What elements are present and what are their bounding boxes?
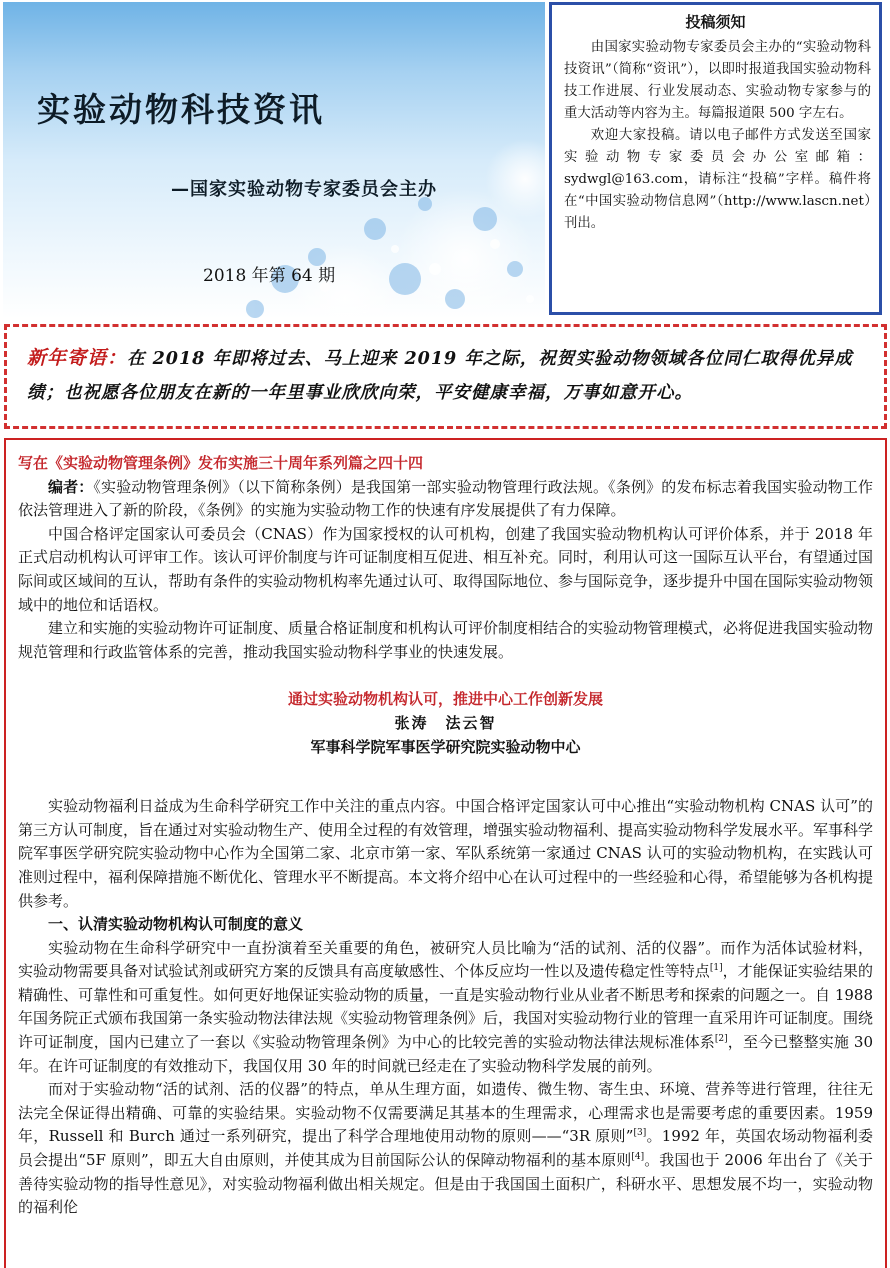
notice-paragraph-1: 由国家实验动物专家委员会主办的“实验动物科技资讯”（简称“资讯”），以即时报道我国实验动物科技工作进展、行业发展动态、实验动物专家参与的重大活动等内容为主。每篇报道限 500 字左右。	[564, 40, 871, 121]
article-affiliation: 军事科学院军事医学研究院实验动物中心	[310, 737, 581, 756]
issue-number: 2018 年第 64 期	[203, 266, 336, 286]
editor-label: 编者：	[48, 477, 94, 496]
section1-paragraph-2: 而对于实验动物“活的试剂、活的仪器”的特点，单从生理方面，如遗传、微生物、寄生虫、环境、营养等进行管理，往往无法完全保证得出精确、可靠的实验结果。实验动物不仅需要满足其基本的生理需求，心理需求也是需要考虑的重要因素。1959 年，Russell 和 Burch 通过一系列研究，提出了科学合理地使用动物的原则——“3R 原则”[3]。1992 年，英国农场动物福利委员会提出“5F 原则”，即五大自由原则，并使其成为目前国际公认的保障动物福利的基本原则[4]。我国也于 2006 年出台了《关于善待实验动物的指导性意见》，对实验动物福利做出相关规定。但是由于我国国土面积广，科研水平、思想发展不均一，实验动物的福利伦	[18, 1080, 873, 1217]
reference-2[interactable]: [2]	[714, 1034, 728, 1045]
masthead	[3, 2, 545, 319]
magazine-title: 实验动物科技资讯	[37, 90, 325, 129]
section-heading-1: 一、认清实验动物机构认可制度的意义	[48, 915, 304, 934]
article-intro: 实验动物福利日益成为生命科学研究工作中关注的重点内容。中国合格评定国家认可中心推出“实验动物机构 CNAS 认可”的第三方认可制度，旨在通过对实验动物生产、使用全过程的有效管理，增强实验动物福利、提高实验动物科学发展水平。军事科学院军事医学研究院实验动物中心作为全国第二家、北京市第一家、军队系统第一家通过 CNAS 认可的实验动物机构，在实践认可准则过程中，福利保障措施不断优化、管理水平不断提高。本文将介绍中心在认可过程中的一些经验和心得，希望能够为各机构提供参考。	[18, 797, 874, 910]
editor-note-text: 《实验动物管理条例》（以下简称条例）是我国第一部实验动物管理行政法规。《条例》的发布标志着我国实验动物工作依法管理进入了新的阶段，《条例》的实施为实验动物工作的快速有序发展提供了有力保障。	[18, 477, 873, 520]
series-paragraph-2: 中国合格评定国家认可委员会（CNAS）作为国家授权的认可机构，创建了我国实验动物机构认可评价体系，并于 2018 年正式启动机构认可评审工作。该认可评价制度与许可证制度相互促进、相互补充。同时，利用认可这一国际互认平台，有望通过国际间或区域间的互认，帮助有条件的实验动物机构率先通过认可、取得国际地位、参与国际竞争，逐步提升中国在国际实验动物领域中的地位和话语权。	[18, 524, 874, 614]
article-body	[18, 452, 873, 1220]
editor-note	[18, 476, 873, 523]
reference-3[interactable]: [3]	[633, 1128, 647, 1139]
series-title: 写在《实验动物管理条例》发布实施三十周年系列篇之四十四	[18, 454, 424, 472]
reference-4[interactable]: [4]	[631, 1152, 645, 1163]
greeting-message: 在 2018 年即将过去、马上迎来 2019 年之际，祝贺实验动物领域各位同仁取得优异成绩；也祝愿各位朋友在新的一年里事业欣欣向荣，平安健康幸福，万事如意开心。	[27, 349, 853, 403]
decorative-sparkle-pattern	[225, 109, 545, 319]
reference-1[interactable]: [1]	[709, 963, 723, 974]
greeting-text	[27, 341, 862, 410]
series-paragraph-3: 建立和实施的实验动物许可证制度、质量合格证制度和机构认可评价制度相结合的实验动物管理模式，必将促进我国实验动物规范管理和行政监管体系的完善，推动我国实验动物科学事业的快速发展。	[18, 619, 874, 661]
submission-notice-box	[549, 2, 882, 315]
section1-paragraph-1: 实验动物在生命科学研究中一直扮演着至关重要的角色，被研究人员比喻为“活的试剂、活的仪器”。而作为活体试验材料，实验动物需要具备对试验试剂或研究方案的反馈具有高度敏感性、个体反应均一性以及遗传稳定性等特点[1]，才能保证实验结果的精确性、可靠性和可重复性。如何更好地保证实验动物的质量，一直是实验动物行业从业者不断思考和探索的问题之一。自 1988 年国务院正式颁布我国第一条实验动物法律法规《实验动物管理条例》后，我国对实验动物行业的管理一直采用许可证制度。围绕许可证制度，国内已建立了一套以《实验动物管理条例》为中心的比较完善的实验动物法律法规标准体系[2]，至今已整整实施 30 年。在许可证制度的有效推动下，我国仅用 30 年的时间就已经走在了实验动物科学发展的前列。	[18, 938, 874, 1075]
article-authors: 张涛 法云智	[394, 713, 497, 732]
new-year-greeting-box	[4, 324, 887, 429]
article-title: 通过实验动物机构认可，推进中心工作创新发展	[287, 690, 603, 709]
greeting-lead: 新年寄语：	[27, 347, 128, 369]
magazine-subtitle: —国家实验动物专家委员会主办	[171, 179, 437, 200]
notice-paragraph-2: 欢迎大家投稿。请以电子邮件方式发送至国家实验动物专家委员会办公室邮箱：sydwgl@163.com，请标注“投稿”字样。稿件将在“中国实验动物信息网”（http://www.lascn.net）刊出。	[564, 128, 871, 231]
notice-heading: 投稿须知	[685, 13, 746, 31]
